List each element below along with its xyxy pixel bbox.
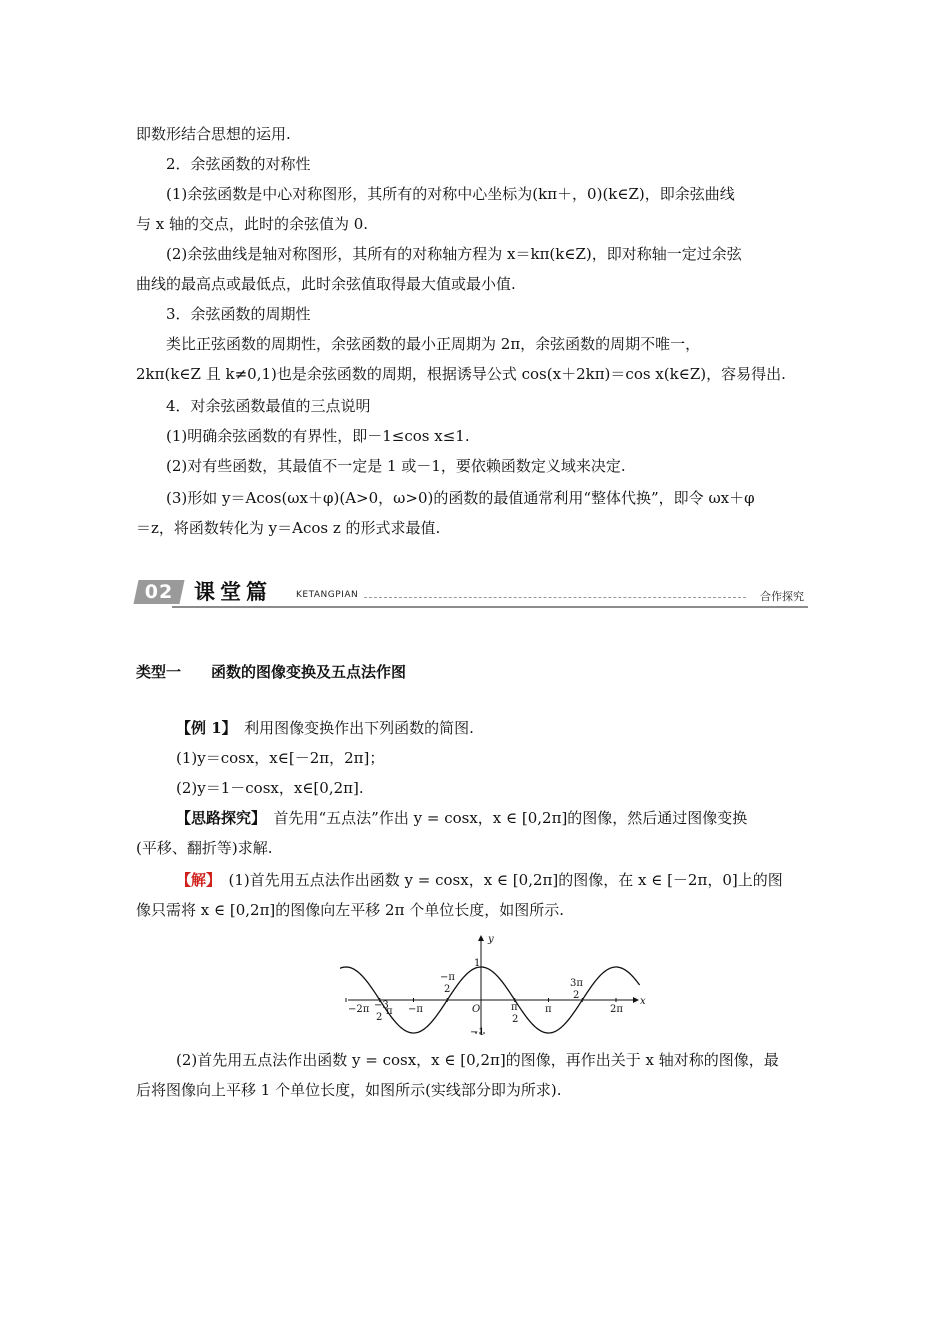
- heading-extrema: 4．对余弦函数最值的三点说明: [166, 397, 371, 415]
- x-tick-pi: π: [545, 1004, 552, 1015]
- y-tick-minus-1: −1: [470, 1027, 485, 1038]
- section-subtitle: 合作探究: [760, 590, 804, 603]
- section-number-badge: 02: [133, 580, 184, 604]
- x-tick-minus-pi2-num: −π: [440, 972, 455, 983]
- heading-symmetry: 2．余弦函数的对称性: [166, 155, 311, 173]
- para-symmetry-axis-1: (2)余弦曲线是轴对称图形，其所有的对称轴方程为 x＝kπ(k∈Z)，即对称轴一定过余弦: [166, 245, 742, 263]
- x-tick-minus-pi: −π: [408, 1004, 423, 1015]
- type-title: 类型一 函数的图像变换及五点法作图: [136, 663, 407, 681]
- origin-label: O: [472, 1004, 481, 1015]
- section-title: 课堂篇: [194, 580, 272, 604]
- para-extrema-1: (1)明确余弦函数的有界性，即－1≤cos x≤1.: [166, 427, 470, 445]
- banner-rule: [172, 606, 808, 608]
- solution-label: 【解】: [176, 871, 214, 889]
- heading-periodicity: 3．余弦函数的周期性: [166, 305, 311, 323]
- section-title-english: KETANGPIAN: [296, 590, 359, 600]
- idea-label: 【思路探究】: [176, 809, 259, 827]
- example-label: 【例 1】: [176, 719, 230, 737]
- para-extrema-2: (2)对有些函数，其最值不一定是 1 或－1，要依赖函数定义域来决定.: [166, 457, 626, 475]
- question-2: (2)y＝1－cosx，x∈[0,2π].: [176, 779, 364, 797]
- idea-text-2: (平移、翻折等)求解.: [136, 839, 273, 857]
- x-tick-pi2-den: 2: [512, 1014, 519, 1025]
- solution-line: [176, 870, 783, 890]
- x-tick-3pi2-num: 3π: [570, 978, 583, 989]
- example-text: 利用图像变换作出下列函数的简图.: [229, 719, 474, 737]
- para-periodicity-2: 2kπ(k∈Z 且 k≠0,1)也是余弦函数的周期，根据诱导公式 cos(x＋2kπ)＝cos x(k∈Z)，容易得出.: [136, 365, 786, 383]
- para-extrema-3a: (3)形如 y＝Acos(ωx＋φ)(A>0，ω>0)的函数的最值通常利用“整体代换”，即令 ωx＋φ: [166, 489, 755, 507]
- x-tick-minus-pi2-den: 2: [444, 984, 451, 995]
- idea-text: 首先用“五点法”作出 y = cosx，x ∈ [0,2π]的图像，然后通过图像变换: [258, 809, 748, 827]
- banner-dashed-line: [364, 597, 746, 598]
- solution-text: (1)首先用五点法作出函数 y = cosx，x ∈ [0,2π]的图像，在 x ∈ [－2π，0]上的图: [213, 871, 783, 889]
- para-symmetry-axis-2: 曲线的最高点或最低点，此时余弦值取得最大值或最小值.: [136, 275, 516, 293]
- x-tick-3pi2-den: 2: [573, 990, 580, 1001]
- cosine-graph: [340, 930, 650, 1040]
- example-line: [176, 718, 474, 738]
- x-tick-2pi: 2π: [610, 1004, 623, 1015]
- section-banner: [136, 578, 808, 608]
- question-1: (1)y＝cosx，x∈[－2π，2π]；: [176, 749, 385, 767]
- solution-text-2: 像只需将 x ∈ [0,2π]的图像向左平移 2π 个单位长度，如图所示.: [136, 901, 564, 919]
- idea-line: [176, 808, 747, 828]
- y-tick-1: 1: [474, 958, 481, 969]
- x-tick-minus-3pi2-den: 2: [376, 1012, 383, 1023]
- y-axis-label: y: [488, 934, 494, 945]
- para-extrema-3b: ＝z，将函数转化为 y＝Acos z 的形式求最值.: [136, 519, 441, 537]
- x-axis-label: x: [640, 996, 646, 1007]
- para-symmetry-center-2: 与 x 轴的交点，此时的余弦值为 0.: [136, 215, 369, 233]
- solution-part2-2: 后将图像向上平移 1 个单位长度，如图所示(实线部分即为所求).: [136, 1081, 562, 1099]
- solution-part2-1: (2)首先用五点法作出函数 y = cosx，x ∈ [0,2π]的图像，再作出关于 x 轴对称的图像，最: [176, 1051, 779, 1069]
- para-intro-tail: 即数形结合思想的运用.: [136, 125, 291, 143]
- x-tick-minus-3pi2-pi: π: [386, 1006, 393, 1017]
- para-symmetry-center-1: (1)余弦函数是中心对称图形，其所有的对称中心坐标为(kπ＋，0)(k∈Z)，即余弦曲线: [166, 185, 735, 203]
- para-periodicity-1: 类比正弦函数的周期性，余弦函数的最小正周期为 2π，余弦函数的周期不唯一，: [166, 335, 701, 353]
- x-tick-minus-2pi: −2π: [348, 1004, 370, 1015]
- x-tick-minus-3pi2-num: −3: [374, 1000, 389, 1011]
- x-tick-pi2-num: π: [511, 1002, 518, 1013]
